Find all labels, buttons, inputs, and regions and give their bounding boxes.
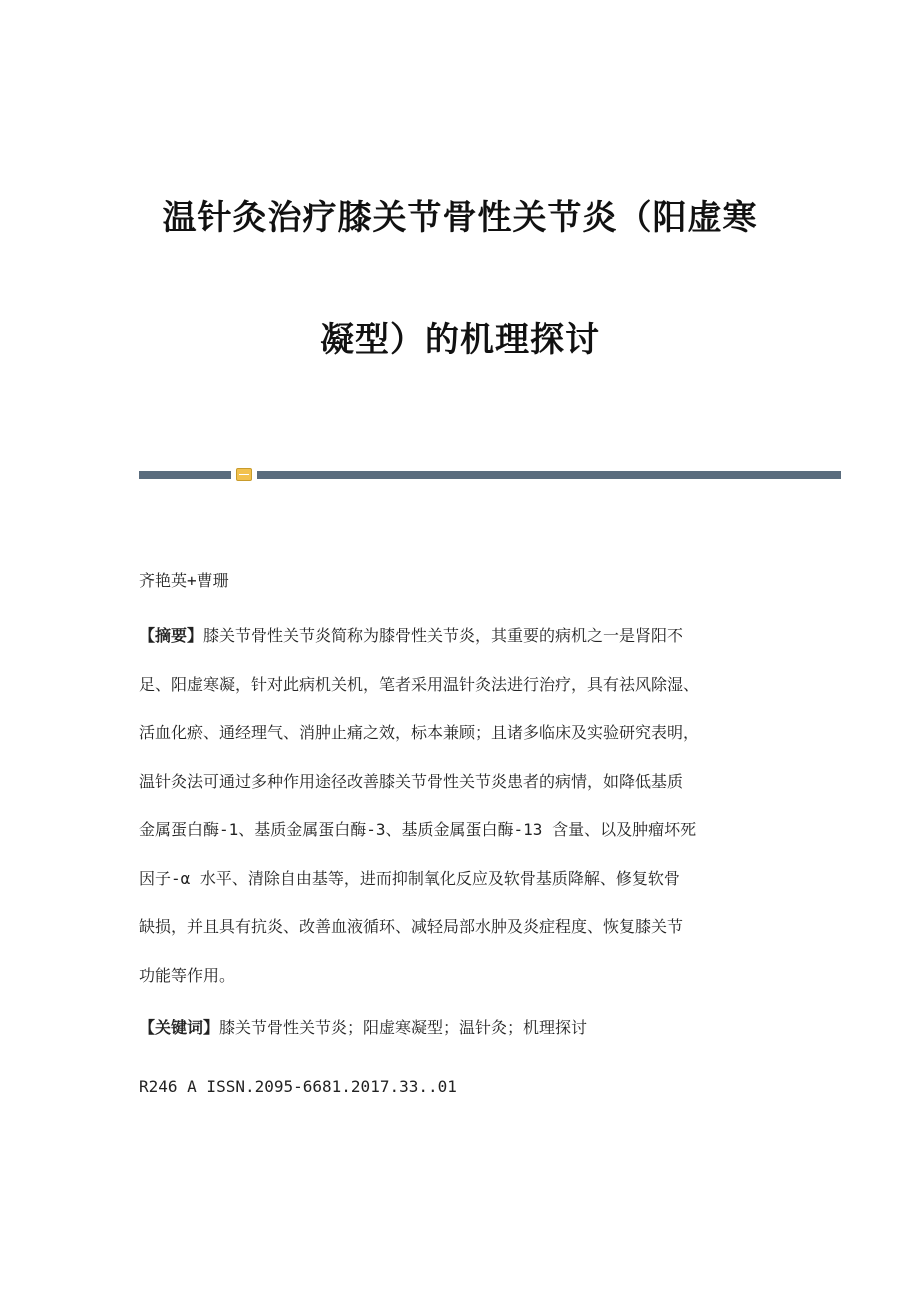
abstract-line xyxy=(139,626,789,675)
title-divider xyxy=(139,468,841,482)
authors: 齐艳英+曹珊 xyxy=(139,571,229,590)
abstract-line: 缺损，并且具有抗炎、改善血液循环、减轻局部水肿及炎症程度、恢复膝关节 xyxy=(139,917,684,936)
abstract-line: 足、阳虚寒凝，针对此病机关机，笔者采用温针灸法进行治疗，具有祛风除湿、 xyxy=(139,674,700,694)
abstract-line: 金属蛋白酶-1、基质金属蛋白酶-3、基质金属蛋白酶-13 含量、以及肿瘤坏死 xyxy=(139,820,697,839)
abstract-line: 温针灸法可通过多种作用途径改善膝关节骨性关节炎患者的病情，如降低基质 xyxy=(139,771,684,791)
abstract-line: 功能等作用。 xyxy=(139,965,236,985)
abstract-line: 因子-α 水平、清除自由基等，进而抑制氧化反应及软骨基质降解、修复软骨 xyxy=(139,868,680,888)
abstract xyxy=(139,626,789,1014)
keywords xyxy=(139,1018,587,1038)
abstract-label: 【摘要】 xyxy=(139,626,204,645)
keywords-label: 【关键词】 xyxy=(139,1018,220,1037)
divider-envelope-icon xyxy=(236,468,252,481)
abstract-text: 膝关节骨性关节炎简称为膝骨性关节炎，其重要的病机之一是肾阳不 xyxy=(203,626,684,645)
abstract-line: 活血化瘀、通经理气、消肿止痛之效，标本兼顾；且诸多临床及实验研究表明， xyxy=(139,723,700,742)
classification-code: R246 A ISSN.2095-6681.2017.33..01 xyxy=(139,1077,457,1096)
divider-bar-right xyxy=(257,471,841,479)
page-title-line-2: 凝型）的机理探讨 xyxy=(320,320,600,360)
page-title-line-1: 温针灸治疗膝关节骨性关节炎（阳虚寒 xyxy=(162,198,758,238)
keywords-text: 膝关节骨性关节炎；阳虚寒凝型；温针灸；机理探讨 xyxy=(219,1018,588,1037)
divider-bar-left xyxy=(139,471,231,479)
